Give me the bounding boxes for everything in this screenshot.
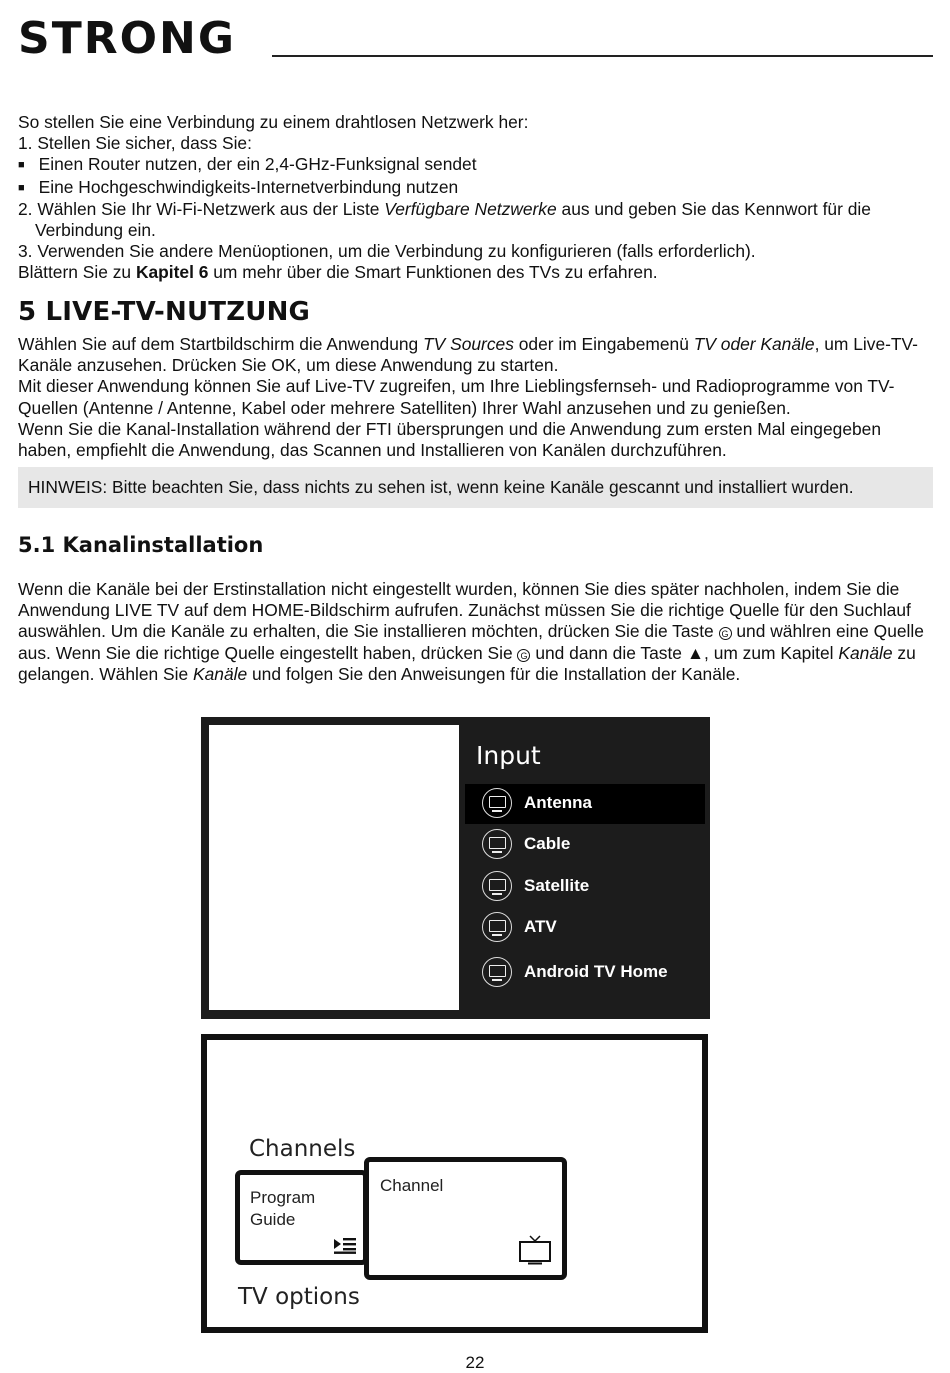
intro-line: So stellen Sie eine Verbindung zu einem drahtlosen Netzwerk her: (18, 112, 529, 132)
text: zu gelangen. Wählen Sie (18, 642, 916, 684)
tv-input-icon (482, 871, 512, 901)
text: 2. Wählen Sie Ihr Wi-Fi-Netzwerk aus der Liste (18, 198, 385, 219)
input-item-label: Satellite (524, 876, 590, 895)
input-item-antenna[interactable] (465, 784, 705, 824)
channel-card[interactable] (364, 1157, 567, 1280)
text: Wählen Sie auf dem Startbildschirm die Anwendung (18, 334, 424, 354)
tv-icon (518, 1235, 552, 1265)
input-item-label: Antenna (524, 793, 592, 812)
step-2 (18, 199, 938, 241)
input-item-cable[interactable] (465, 825, 705, 865)
section-51-heading: 5.1 Kanalinstallation (18, 533, 264, 557)
preview-panel (209, 725, 459, 1010)
tv-input-icon (482, 912, 512, 942)
text: Wenn die Kanäle bei der Erstinstallation nicht eingestellt wurden, können Sie dies später nachholen, indem Sie die Anwendung LIVE TV auf dem HOME-Bildschirm aufrufen. Zunächst müssen Sie die richtige Quelle für den Suchlauf auswählen. Um die Kanäle zu erhalten, die Sie installieren möchten, drücken Sie die Taste (18, 579, 911, 642)
program-guide-icon (333, 1237, 357, 1254)
chapter-ref: Kapitel 6 (135, 262, 209, 283)
program-guide-card[interactable] (235, 1170, 368, 1265)
input-menu-title: Input (476, 741, 541, 770)
text: , um zum Kapitel (704, 642, 839, 663)
tv-input-icon (482, 788, 512, 818)
bullet-router (18, 154, 938, 176)
source-key-icon: G (517, 649, 530, 662)
input-item-satellite[interactable] (465, 867, 705, 907)
tv-options-label: TV options (238, 1284, 360, 1310)
text: und wählren eine Quelle aus. Wenn Sie die richtige Quelle eingestellt haben, drücken Sie (18, 621, 924, 663)
emphasis: TV oder Kanäle (693, 334, 815, 354)
up-arrow-icon: ▲ (686, 642, 705, 663)
input-item-android-tv-home[interactable] (465, 953, 705, 993)
channels-screenshot (201, 1034, 708, 1333)
tv-input-icon (482, 829, 512, 859)
bullet-text: Einen Router nutzen, der ein 2,4-GHz-Funksignal sendet (38, 154, 477, 175)
note-box: HINWEIS: Bitte beachten Sie, dass nichts zu sehen ist, wenn keine Kanäle gescannt und installiert wurden. (18, 467, 933, 508)
emphasis: TV Sources (423, 334, 514, 354)
scroll-hint (18, 262, 938, 283)
input-item-label: Cable (524, 834, 571, 853)
text: um mehr über die Smart Funktionen des TVs zu erfahren. (208, 262, 658, 283)
emphasis: Kanäle (193, 663, 248, 684)
emphasis: Kanäle (838, 642, 893, 663)
header-divider (272, 55, 933, 57)
program-guide-label: Program Guide (250, 1188, 316, 1229)
section-5-para-3: Wenn Sie die Kanal-Installation während der FTI übersprungen und die Anwendung zum ersten Mal eingegeben haben, empfiehlt die Anwendung, das Scannen und Installieren von Kanälen durchzuführen. (18, 418, 882, 461)
text: oder im Eingabemenü (513, 334, 694, 354)
tv-input-icon (482, 957, 512, 987)
section-5-body (18, 334, 938, 461)
text: Blättern Sie zu (18, 262, 136, 283)
bullet-internet (18, 177, 938, 199)
text: und folgen Sie den Anweisungen für die Installation der Kanäle. (247, 663, 741, 684)
emphasis: Verfügbare Netzwerke (384, 198, 557, 219)
strong-logo: STRONG (18, 13, 236, 64)
section-5-heading: 5 LIVE-TV-NUTZUNG (18, 297, 311, 327)
input-item-label: Android TV Home (524, 962, 668, 981)
input-menu-screenshot (201, 717, 710, 1019)
input-item-atv[interactable] (465, 908, 705, 948)
section-5-para-2: Mit dieser Anwendung können Sie auf Live-TV zugreifen, um Ihre Lieblingsfernseh- und Radioprogramme von TV-Quellen (Antenne / Antenne, Kabel oder mehrere Satelliten) Ihrer Wahl anzusehen und zu genießen. (18, 376, 895, 418)
page-number: 22 (465, 1353, 485, 1372)
bullet-text: Eine Hochgeschwindigkeits-Internetverbindung nutzen (38, 176, 459, 197)
source-key-icon: G (719, 627, 732, 640)
intro-block (18, 112, 938, 284)
section-51-para (18, 579, 938, 685)
section-5-para-1 (18, 334, 938, 376)
text: aus und geben Sie das Kennwort für die Verbindung ein. (35, 198, 871, 241)
section-51-body (18, 579, 938, 685)
text: und dann die Taste (530, 642, 687, 663)
step-1: 1. Stellen Sie sicher, dass Sie: (18, 133, 252, 154)
text: , um Live-TV-Kanäle anzusehen. Drücken Sie OK, um diese Anwendung zu starten. (18, 334, 918, 376)
input-item-label: ATV (524, 917, 557, 936)
channels-title: Channels (249, 1136, 356, 1162)
channel-label: Channel (380, 1176, 444, 1195)
step-3: 3. Verwenden Sie andere Menüoptionen, um die Verbindung zu konfigurieren (falls erforderlich). (18, 241, 756, 262)
